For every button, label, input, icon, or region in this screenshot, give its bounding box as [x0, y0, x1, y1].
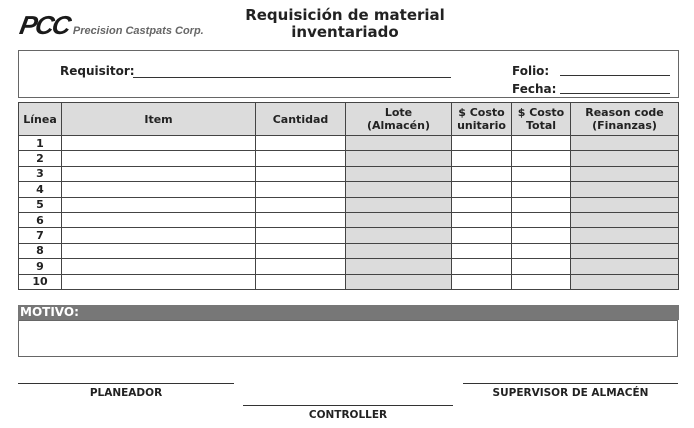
column-header	[19, 103, 62, 136]
table-cell[interactable]	[512, 151, 571, 166]
planeador-label: PLANEADOR	[89, 387, 163, 399]
line-number: 10	[19, 274, 62, 289]
controller-label: CONTROLLER	[308, 409, 388, 421]
table-cell[interactable]	[512, 243, 571, 258]
fecha-field[interactable]	[560, 93, 670, 94]
table-row	[19, 197, 679, 212]
table-cell[interactable]	[62, 243, 256, 258]
line-number: 7	[19, 228, 62, 243]
column-header-text: Línea	[23, 112, 57, 126]
table-cell[interactable]	[346, 228, 452, 243]
company-name: Precision Castpats Corp.	[72, 25, 204, 37]
logo-mark: PCC	[17, 10, 72, 40]
column-header	[512, 103, 571, 136]
line-number: 6	[19, 212, 62, 227]
table-cell[interactable]	[256, 136, 346, 151]
form-title	[230, 7, 460, 41]
fecha-label: Fecha:	[512, 82, 557, 96]
table-cell[interactable]	[256, 197, 346, 212]
table-row	[19, 259, 679, 274]
table-cell[interactable]	[346, 274, 452, 289]
table-cell[interactable]	[346, 259, 452, 274]
table-cell[interactable]	[346, 166, 452, 181]
table-cell[interactable]	[256, 212, 346, 227]
supervisor-signature-line[interactable]	[463, 383, 678, 384]
table-cell[interactable]	[512, 182, 571, 197]
title-line-1: Requisición de material	[245, 6, 445, 24]
folio-field[interactable]	[560, 75, 670, 76]
table-cell[interactable]	[571, 243, 679, 258]
table-cell[interactable]	[452, 274, 512, 289]
column-header-text: Total	[525, 119, 557, 132]
table-row	[19, 136, 679, 151]
table-row	[19, 166, 679, 181]
column-header-text: Reason code	[585, 106, 664, 119]
planeador-signature-line[interactable]	[18, 383, 234, 384]
table-cell[interactable]	[256, 259, 346, 274]
items-table	[18, 102, 679, 290]
table-cell[interactable]	[571, 136, 679, 151]
table-cell[interactable]	[452, 197, 512, 212]
column-header-text: (Finanzas)	[592, 119, 657, 132]
requisitor-label: Requisitor:	[60, 64, 135, 78]
table-cell[interactable]	[512, 212, 571, 227]
table-cell[interactable]	[62, 228, 256, 243]
table-cell[interactable]	[452, 151, 512, 166]
table-cell[interactable]	[62, 259, 256, 274]
table-cell[interactable]	[256, 274, 346, 289]
table-cell[interactable]	[512, 228, 571, 243]
table-cell[interactable]	[62, 212, 256, 227]
table-cell[interactable]	[346, 136, 452, 151]
column-header-text: $ Costo	[517, 106, 565, 119]
table-cell[interactable]	[346, 212, 452, 227]
column-header-text: Cantidad	[272, 112, 329, 126]
column-header-text: $ Costo	[458, 106, 505, 119]
table-cell[interactable]	[571, 182, 679, 197]
controller-signature-line[interactable]	[243, 405, 453, 406]
line-number: 5	[19, 197, 62, 212]
table-row	[19, 228, 679, 243]
table-row	[19, 274, 679, 289]
table-cell[interactable]	[452, 259, 512, 274]
table-cell[interactable]	[256, 243, 346, 258]
company-logo	[17, 10, 204, 41]
table-cell[interactable]	[256, 228, 346, 243]
table-cell[interactable]	[512, 197, 571, 212]
title-line-2: inventariado	[291, 23, 399, 41]
line-number: 9	[19, 259, 62, 274]
table-cell[interactable]	[452, 243, 512, 258]
table-cell[interactable]	[62, 182, 256, 197]
table-cell[interactable]	[452, 136, 512, 151]
table-cell[interactable]	[571, 166, 679, 181]
table-row	[19, 212, 679, 227]
table-cell[interactable]	[346, 151, 452, 166]
folio-label: Folio:	[512, 64, 550, 78]
motivo-header: MOTIVO:	[18, 305, 679, 320]
column-header	[346, 103, 452, 136]
table-cell[interactable]	[571, 151, 679, 166]
table-cell[interactable]	[512, 136, 571, 151]
table-cell[interactable]	[452, 166, 512, 181]
column-header	[571, 103, 679, 136]
table-cell[interactable]	[452, 228, 512, 243]
line-number: 2	[19, 151, 62, 166]
table-cell[interactable]	[346, 182, 452, 197]
table-cell[interactable]	[256, 166, 346, 181]
table-cell[interactable]	[571, 197, 679, 212]
table-cell[interactable]	[256, 182, 346, 197]
table-cell[interactable]	[62, 197, 256, 212]
supervisor-label: SUPERVISOR DE ALMACÉN	[492, 387, 649, 399]
table-cell[interactable]	[62, 274, 256, 289]
table-cell[interactable]	[62, 136, 256, 151]
table-row	[19, 151, 679, 166]
table-cell[interactable]	[62, 166, 256, 181]
column-header-text: Lote	[384, 106, 413, 119]
column-header-text: (Almacén)	[366, 119, 431, 132]
table-cell[interactable]	[512, 259, 571, 274]
table-cell[interactable]	[346, 243, 452, 258]
column-header-text: unitario	[457, 119, 506, 132]
table-cell[interactable]	[512, 166, 571, 181]
table-cell[interactable]	[256, 151, 346, 166]
column-header	[62, 103, 256, 136]
table-cell[interactable]	[571, 274, 679, 289]
table-cell[interactable]	[452, 182, 512, 197]
table-row	[19, 243, 679, 258]
column-header-text: Item	[144, 112, 173, 126]
motivo-field[interactable]	[18, 320, 678, 357]
table-cell[interactable]	[571, 228, 679, 243]
table-cell[interactable]	[571, 212, 679, 227]
table-row	[19, 182, 679, 197]
requisitor-field[interactable]	[133, 77, 451, 78]
table-cell[interactable]	[62, 151, 256, 166]
line-number: 3	[19, 166, 62, 181]
line-number: 8	[19, 243, 62, 258]
column-header	[256, 103, 346, 136]
table-cell[interactable]	[346, 197, 452, 212]
table-cell[interactable]	[452, 212, 512, 227]
line-number: 4	[19, 182, 62, 197]
column-header	[452, 103, 512, 136]
line-number: 1	[19, 136, 62, 151]
table-cell[interactable]	[512, 274, 571, 289]
table-cell[interactable]	[571, 259, 679, 274]
